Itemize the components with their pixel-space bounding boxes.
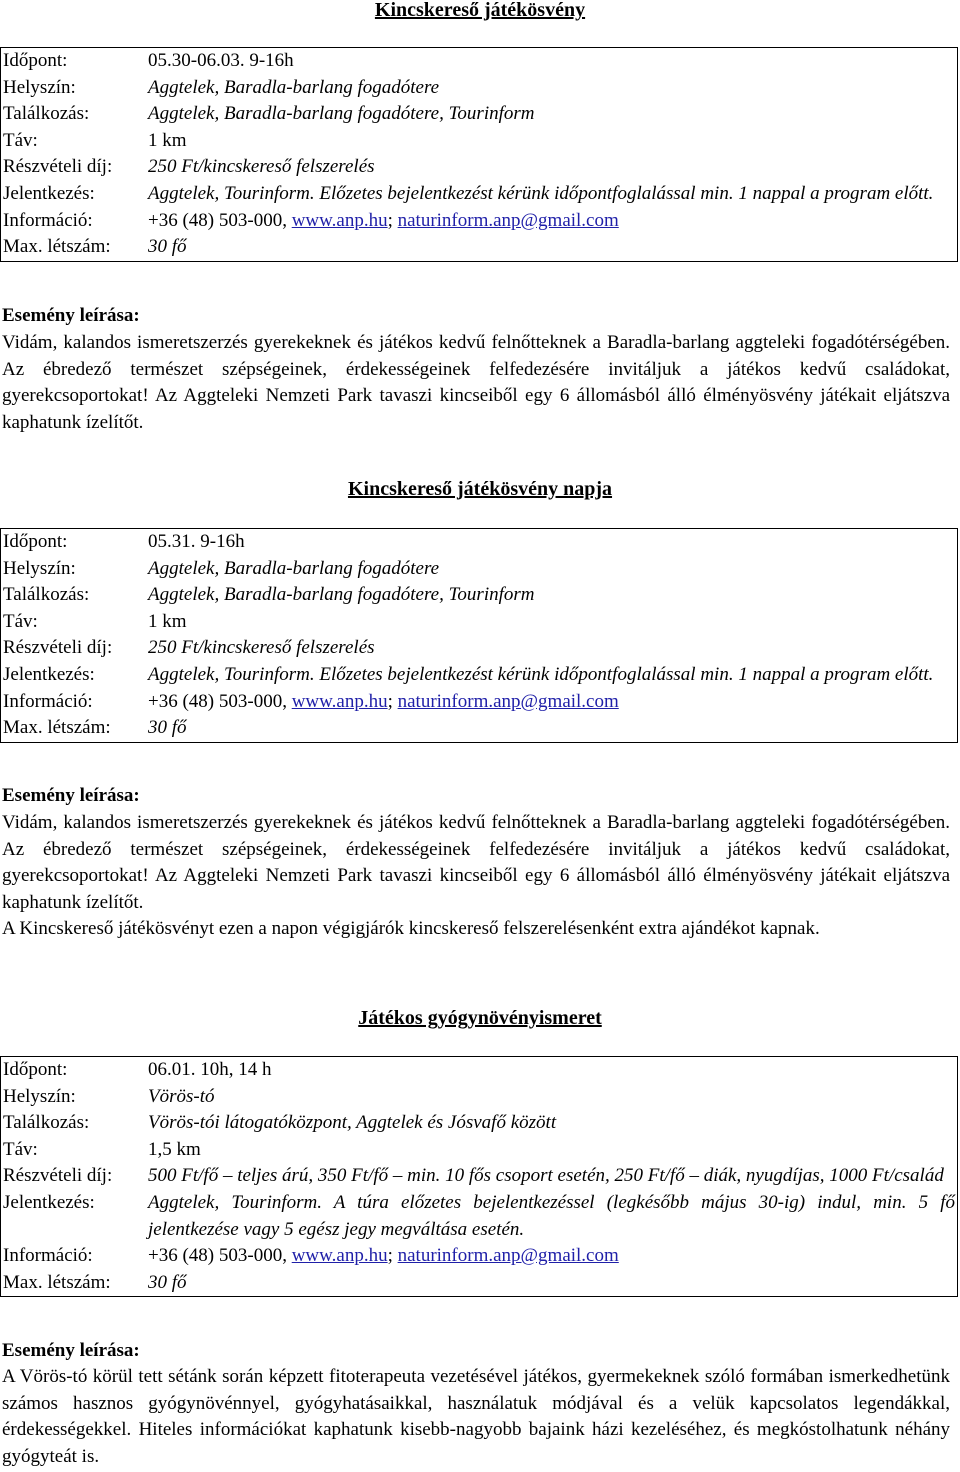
- description-text: Vidám, kalandos ismeretszerzés gyerekeknek és játékos kedvű felnőtteknek a Baradla-barlang aggteleki fogadótérségében. Az ébredező természet szépségeinek, érdekességeinek felfedezésére invitáljuk a játékos kedvű családokat, gyerekcsoportokat! Az Aggteleki Nemzeti Park tavaszi kincseiből egy 6 állomásból álló élményösvény játékait eljátszva kaphatunk ízelítőt.: [2, 812, 950, 913]
- info-row: [1, 1243, 958, 1270]
- info-row: [1, 234, 958, 261]
- email-link[interactable]: naturinform.anp@gmail.com: [397, 690, 619, 712]
- info-label: Helyszín:: [3, 557, 76, 579]
- event-info-table: [0, 1056, 958, 1297]
- info-value: Aggtelek, Baradla-barlang fogadótere: [148, 76, 440, 98]
- info-label: Találkozás:: [3, 1112, 90, 1134]
- info-value: 1,5 km: [148, 1138, 201, 1160]
- info-label: Jelentkezés:: [3, 1191, 95, 1213]
- info-label: Találkozás:: [3, 584, 90, 606]
- separator: ;: [387, 209, 398, 231]
- info-row: [1, 181, 958, 208]
- info-row: [1, 635, 958, 662]
- email-link[interactable]: naturinform.anp@gmail.com: [397, 209, 619, 231]
- separator: ;: [387, 690, 398, 712]
- info-label: Időpont:: [3, 50, 68, 71]
- description-text: A Vörös-tó körül tett sétánk során képzett fitoterapeuta vezetésével játékos, gyermekeknek szóló formában ismerkedhetünk számos hasznos gyógynövénnyel, gyógyhatásaikkal, használatuk módjával és a velük kapcsolatos legendákkal, érdekességekkel. Hiteles információkat kaphatunk kisebb-nagyobb bajaink házi kezeléséhez, és megkóstolhatunk néhány gyógyteát is.: [2, 1366, 950, 1467]
- website-link[interactable]: www.anp.hu: [291, 1245, 388, 1267]
- info-row: [1, 1190, 958, 1243]
- info-value: Aggtelek, Tourinform. Előzetes bejelentkezést kérünk időpontfoglalással min. 1 nappal a program előtt.: [148, 182, 934, 204]
- phone: +36 (48) 503-000,: [148, 690, 292, 712]
- info-value: [146, 1243, 958, 1270]
- info-row: [1, 128, 958, 155]
- info-label: Időpont:: [3, 531, 68, 552]
- info-value: 30 fő: [148, 1271, 187, 1293]
- info-label: Táv:: [3, 129, 38, 151]
- info-row: [1, 208, 958, 235]
- info-label: Max. létszám:: [3, 236, 111, 258]
- info-value: Aggtelek, Tourinform. A túra előzetes bejelentkezéssel (legkésőbb május 30-ig) indul, min. 5 fő jelentkezése vagy 5 egész jegy megváltása esetén.: [148, 1191, 955, 1240]
- description-heading: Esemény leírása:: [2, 785, 140, 806]
- info-label: Max. létszám:: [3, 717, 111, 739]
- info-row: [1, 1270, 958, 1297]
- info-value: [146, 208, 958, 235]
- event-title: Kincskereső játékösvény napja: [347, 478, 613, 500]
- info-label: Max. létszám:: [3, 1271, 111, 1293]
- event-title: Játékos gyógynövényismeret: [358, 1007, 602, 1029]
- info-label: Jelentkezés:: [3, 182, 95, 204]
- info-label: Táv:: [3, 1138, 38, 1160]
- info-label: Információ:: [3, 1245, 93, 1267]
- separator: ;: [387, 1245, 398, 1267]
- info-value: 05.30-06.03. 9-16h: [148, 50, 294, 71]
- info-label: Táv:: [3, 610, 38, 632]
- info-value: Aggtelek, Baradla-barlang fogadótere, Tourinform: [148, 103, 535, 125]
- website-link[interactable]: www.anp.hu: [291, 690, 388, 712]
- info-row: [1, 609, 958, 636]
- info-label: Helyszín:: [3, 76, 76, 98]
- info-label: Találkozás:: [3, 103, 90, 125]
- info-row: [1, 1084, 958, 1111]
- info-row: [1, 1057, 958, 1084]
- info-value: 30 fő: [148, 717, 187, 739]
- description-extra-text: A Kincskereső játékösvényt ezen a napon végigjárók kincskereső felszerelésenként extra ajándékot kapnak.: [2, 918, 820, 939]
- info-value: 06.01. 10h, 14 h: [148, 1059, 272, 1080]
- info-value: 1 km: [148, 129, 187, 151]
- info-value: 500 Ft/fő – teljes árú, 350 Ft/fő – min. 10 fős csoport esetén, 250 Ft/fő – diák, nyugdíjas, 1000 Ft/család: [148, 1165, 944, 1187]
- info-value: 30 fő: [148, 236, 187, 258]
- info-label: Részvételi díj:: [3, 156, 113, 178]
- info-label: Részvételi díj:: [3, 637, 113, 659]
- phone: +36 (48) 503-000,: [148, 1245, 292, 1267]
- info-value: 1 km: [148, 610, 187, 632]
- info-row: [1, 529, 958, 556]
- info-row: [1, 1110, 958, 1137]
- info-label: Információ:: [3, 690, 93, 712]
- description-heading: Esemény leírása:: [2, 1340, 140, 1361]
- info-value: Aggtelek, Baradla-barlang fogadótere, Tourinform: [148, 584, 535, 606]
- phone: +36 (48) 503-000,: [148, 209, 292, 231]
- info-value: Aggtelek, Baradla-barlang fogadótere: [148, 557, 440, 579]
- info-row: [1, 75, 958, 102]
- info-value: Vörös-tói látogatóközpont, Aggtelek és Jósvafő között: [148, 1112, 557, 1134]
- info-row: [1, 1163, 958, 1190]
- info-row: [1, 48, 958, 75]
- info-label: Helyszín:: [3, 1085, 76, 1107]
- info-label: Időpont:: [3, 1059, 68, 1080]
- info-row: [1, 154, 958, 181]
- info-value: 05.31. 9-16h: [148, 531, 245, 552]
- event-info-table: [0, 528, 958, 743]
- info-label: Jelentkezés:: [3, 663, 95, 685]
- info-row: [1, 662, 958, 689]
- event-info-table: [0, 47, 958, 262]
- info-value: Vörös-tó: [148, 1085, 215, 1107]
- event-title: Kincskereső játékösvény: [374, 0, 586, 21]
- description-text: Vidám, kalandos ismeretszerzés gyerekeknek és játékos kedvű felnőtteknek a Baradla-barlang aggteleki fogadótérségében. Az ébredező természet szépségeinek, érdekességeinek felfedezésére invitáljuk a játékos kedvű családokat, gyerekcsoportokat! Az Aggteleki Nemzeti Park tavaszi kincseiből egy 6 állomásból álló élményösvény játékait eljátszva kaphatunk ízelítőt.: [2, 332, 950, 433]
- info-value: 250 Ft/kincskereső felszerelés: [148, 637, 375, 659]
- info-row: [1, 689, 958, 716]
- info-row: [1, 1137, 958, 1164]
- description-heading: Esemény leírása:: [2, 305, 140, 326]
- email-link[interactable]: naturinform.anp@gmail.com: [397, 1245, 619, 1267]
- info-label: Részvételi díj:: [3, 1165, 113, 1187]
- website-link[interactable]: www.anp.hu: [291, 209, 388, 231]
- info-row: [1, 101, 958, 128]
- info-value: 250 Ft/kincskereső felszerelés: [148, 156, 375, 178]
- info-row: [1, 715, 958, 742]
- info-value: Aggtelek, Tourinform. Előzetes bejelentkezést kérünk időpontfoglalással min. 1 nappal a program előtt.: [148, 663, 934, 685]
- info-row: [1, 556, 958, 583]
- info-row: [1, 582, 958, 609]
- info-label: Információ:: [3, 209, 93, 231]
- info-value: [146, 689, 958, 716]
